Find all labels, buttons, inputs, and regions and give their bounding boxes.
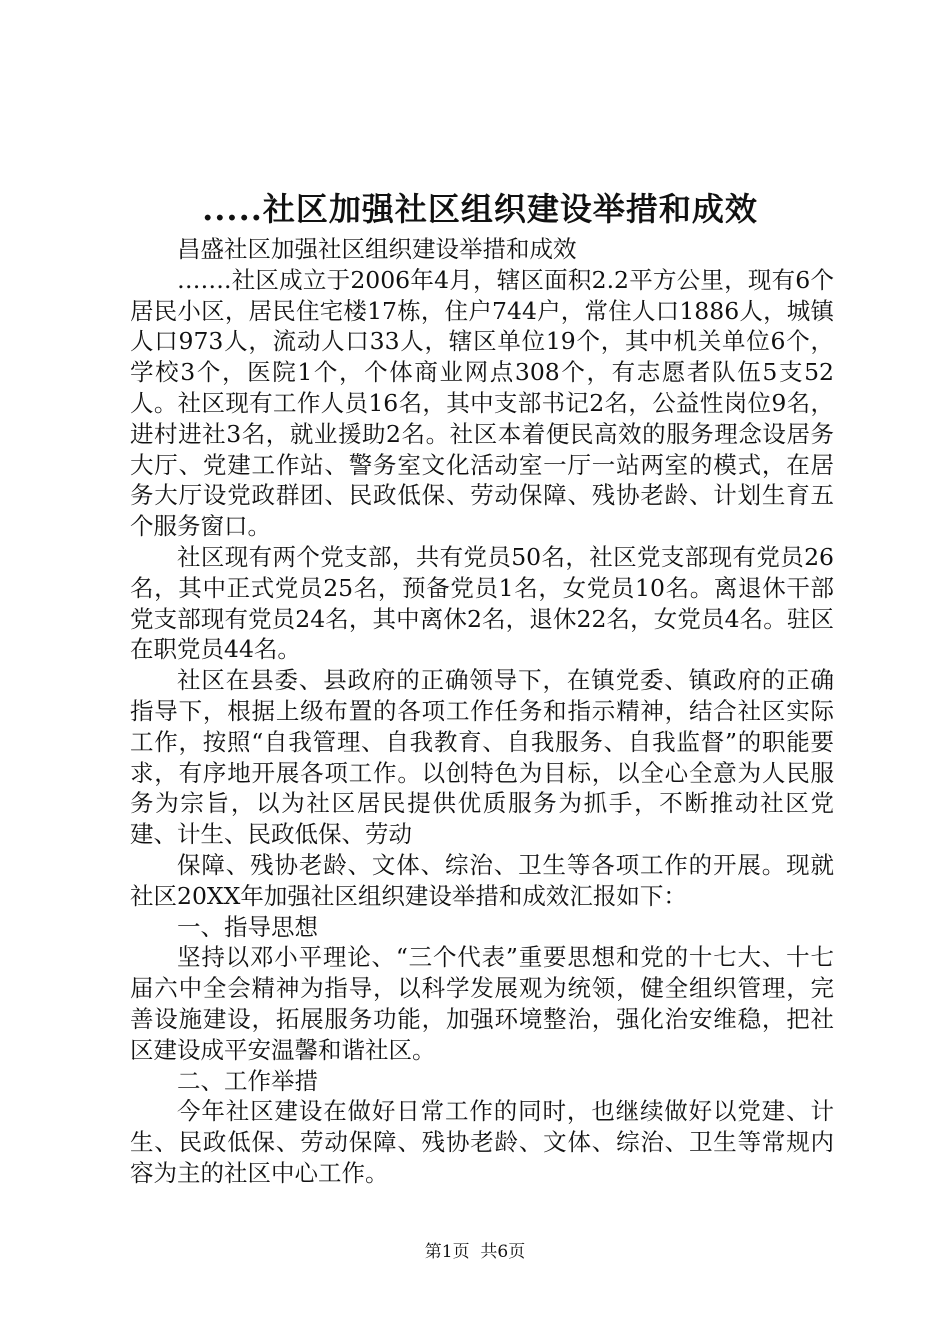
paragraph-subtitle: 昌盛社区加强社区组织建设举措和成效 <box>177 235 577 263</box>
paragraph-party-branches: 社区现有两个党支部，共有党员50名，社区党支部现有党员26名，其中正式党员25名，预备党员1名，女党员10名。离退休干部党支部现有党员24名，其中离休2名，退休22名，女党员4名。驻区在职党员44名。 <box>130 542 834 664</box>
paragraph-overview: …….社区成立于2006年4月，辖区面积2.2平方公里，现有6个居民小区，居民住宅楼17栋，住户744户，常住人口1886人，城镇人口973人，流动人口33人，辖区单位19个，其中机关单位6个，学校3个，医院1个，个体商业网点308个，有志愿者队伍5支52人。社区现有工作人员16名，其中支部书记2名，公益性岗位9名，进村进社3名，就业援助2名。社区本着便民高效的服务理念设居务大厅、党建工作站、警务室文化活动室一厅一站两室的模式，在居务大厅设党政群团、民政低保、劳动保障、残协老龄、计划生育五个服务窗口。 <box>130 265 834 541</box>
paragraph-work-approach: 社区在县委、县政府的正确领导下，在镇党委、镇政府的正确指导下，根据上级布置的各项工作任务和指示精神，结合社区实际工作，按照“自我管理、自我教育、自我服务、自我监督”的职能要求，有序地开展各项工作。以创特色为目标，以全心全意为人民服务为宗旨，以为社区居民提供优质服务为抓手，不断推动社区党建、计生、民政低保、劳动 <box>130 666 834 849</box>
section-heading-guiding-ideology: 一、指导思想 <box>177 912 318 941</box>
paragraph-work-continuation: 保障、残协老龄、文体、综治、卫生等各项工作的开展。现就社区20XX年加强社区组织建设举措和成效汇报如下： <box>130 850 834 910</box>
paragraph-guiding-ideology: 坚持以邓小平理论、“三个代表”重要思想和党的十七大、十七届六中全会精神为指导，以科学发展观为统领，健全组织管理，完善设施建设，拓展服务功能，加强环境整治，强化治安维稳，把社区建设成平安温馨和谐社区。 <box>130 943 834 1064</box>
document-title: .....社区加强社区组织建设举措和成效 <box>202 190 758 228</box>
page-number-footer: 第1页 共6页 <box>424 1242 526 1262</box>
section-heading-work-measures: 二、工作举措 <box>177 1066 318 1095</box>
document-body <box>130 234 834 1189</box>
paragraph-work-measures: 今年社区建设在做好日常工作的同时，也继续做好以党建、计生、民政低保、劳动保障、残协老龄、文体、综治、卫生等常规内容为主的社区中心工作。 <box>130 1097 834 1187</box>
